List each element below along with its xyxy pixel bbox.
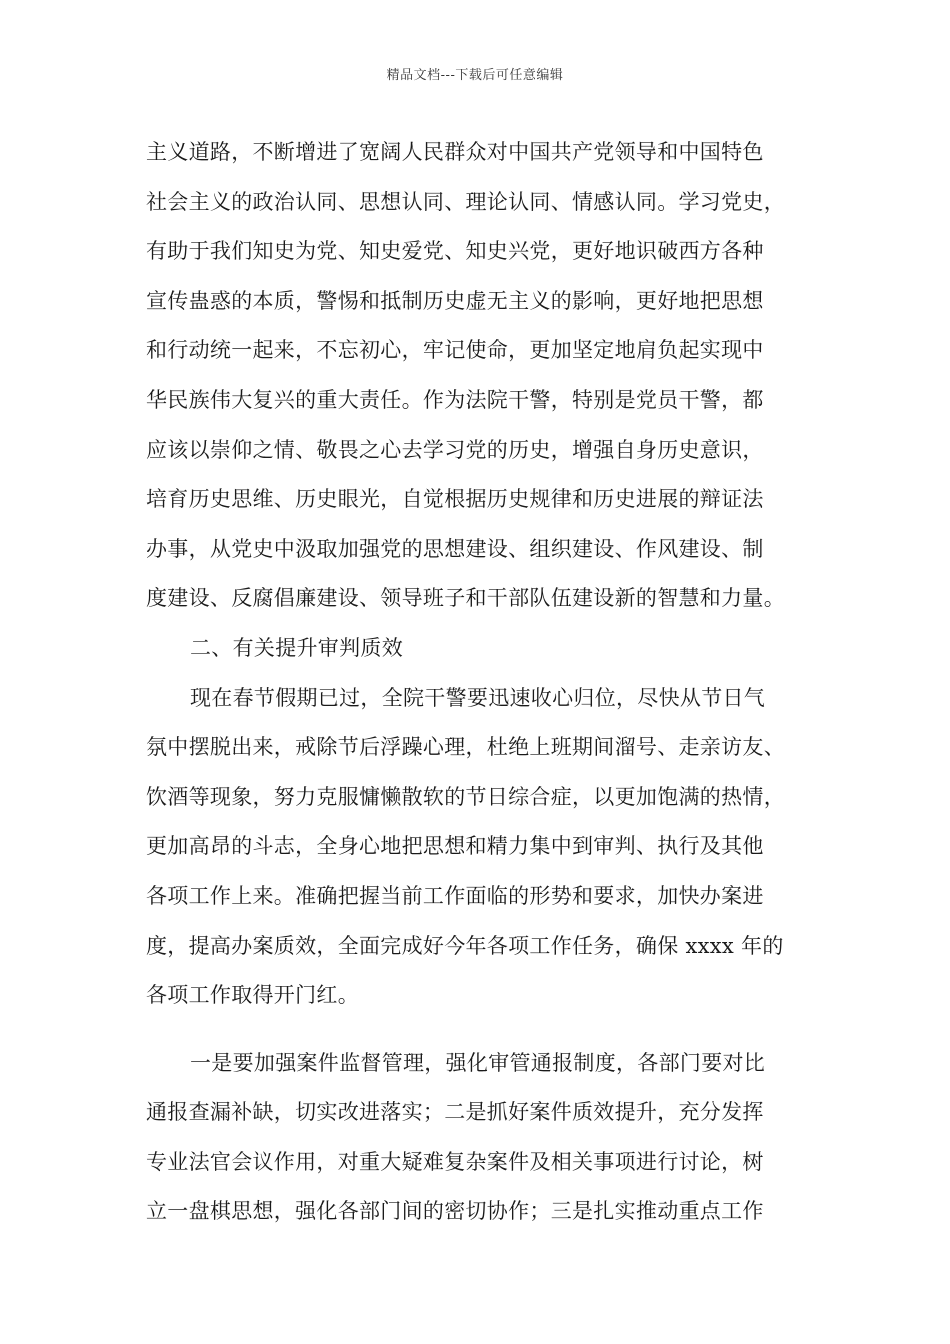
text-line: 各项工作取得开门红。	[146, 983, 359, 1008]
text-line: 办事，从党史中汲取加强党的思想建设、组织建设、作风建设、制	[146, 536, 764, 561]
paragraph-gap	[146, 1021, 826, 1039]
text-line: 宣传蛊惑的本质，警惕和抵制历史虚无主义的影响，更好地把思想	[146, 288, 764, 313]
text-line: 培育历史思维、历史眼光，自觉根据历史规律和历史进展的辩证法	[146, 487, 764, 512]
text-line: 饮酒等现象，努力克服慵懒散软的节日综合症，以更加饱满的热情，	[146, 784, 785, 809]
text-line: 更加高昂的斗志，全身心地把思想和精力集中到审判、执行及其他	[146, 834, 764, 859]
text-line: 氛中摆脱出来，戒除节后浮躁心理，杜绝上班期间溜号、走亲访友、	[146, 735, 785, 760]
text-line: 现在春节假期已过，全院干警要迅速收心归位，尽快从节日气	[190, 685, 766, 710]
section-heading: 二、有关提升审判质效	[190, 635, 403, 660]
text-line: 一是要加强案件监督管理，强化审管通报制度，各部门要对比	[190, 1050, 766, 1075]
text-line: 有助于我们知史为党、知史爱党、知史兴党，更好地识破西方各种	[146, 239, 764, 264]
text-line: 和行动统一起来，不忘初心，牢记使命，更加坚定地肩负起实现中	[146, 338, 764, 363]
text-line: 主义道路，不断增进了宽阔人民群众对中国共产党领导和中国特色	[146, 140, 764, 164]
text-line: 各项工作上来。准确把握当前工作面临的形势和要求，加快办案进	[146, 883, 764, 908]
text-line: 社会主义的政治认同、思想认同、理论认同、情感认同。学习党史，	[146, 189, 785, 214]
text-line: 华民族伟大复兴的重大责任。作为法院干警，特别是党员干警，都	[146, 387, 764, 412]
page-header: 精品文档---下载后可任意编辑	[386, 68, 564, 83]
text-line: 通报查漏补缺，切实改进落实；二是抓好案件质效提升，充分发挥	[146, 1100, 764, 1125]
document-body	[146, 128, 826, 1237]
text-line: 应该以崇仰之情、敬畏之心去学习党的历史，增强自身历史意识，	[146, 437, 764, 462]
text-line: 度，提高办案质效，全面完成好今年各项工作任务，确保 xxxx 年的	[146, 933, 784, 958]
text-line: 专业法官会议作用，对重大疑难复杂案件及相关事项进行讨论，树	[146, 1149, 764, 1174]
text-line: 度建设、反腐倡廉建设、领导班子和干部队伍建设新的智慧和力量。	[146, 586, 785, 611]
text-line: 立一盘棋思想，强化各部门间的密切协作；三是扎实推动重点工作	[146, 1199, 764, 1224]
